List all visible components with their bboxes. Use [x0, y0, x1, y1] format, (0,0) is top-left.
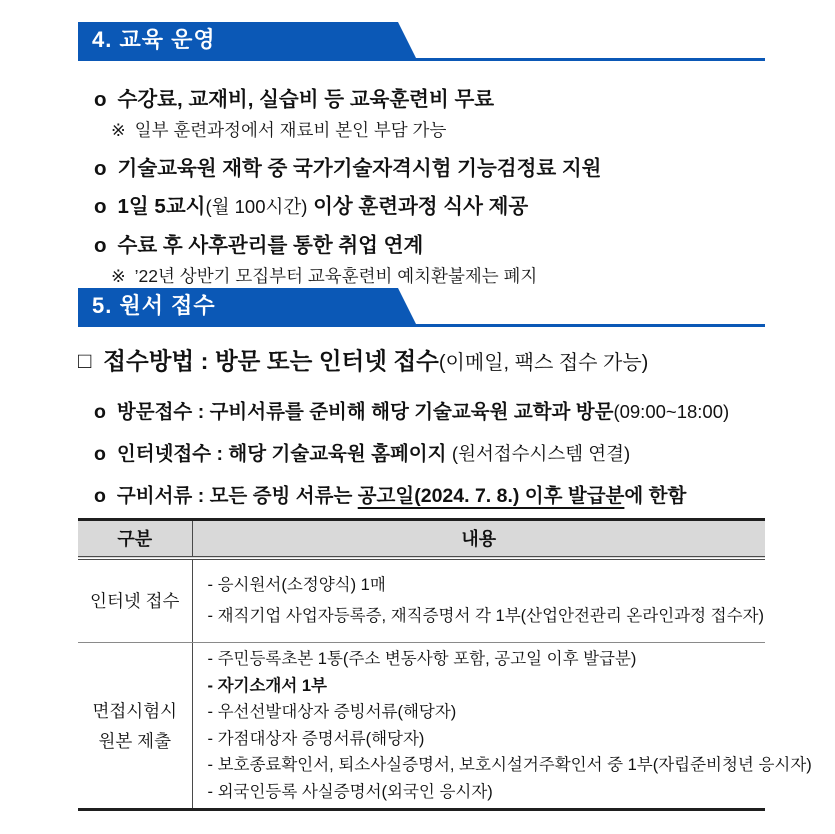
bullet-free-fee	[94, 82, 494, 112]
bullet-visit-apply	[94, 396, 729, 424]
bullet-meal-bold: 1일 5교시	[117, 195, 206, 218]
bullet-internet-apply	[94, 438, 630, 466]
header-category: 구분	[78, 520, 192, 558]
internet-doc-line: - 재직기업 사업자등록증, 재직증명서 각 1부(산업안전관리 온라인과정 접수자)	[207, 606, 764, 625]
interview-doc-line: - 주민등록초본 1통(주소 변동사항 포함, 공고일 이후 발급분)	[207, 650, 637, 668]
interview-doc-line: - 가점대상자 증명서류(해당자)	[207, 729, 425, 748]
table-row-interview	[78, 643, 765, 810]
method-heading-light: (이메일, 팩스 접수 가능)	[438, 352, 649, 374]
interview-doc-line: - 보호종료확인서, 퇴소사실증명서, 보호시설거주확인서 중 1부(자립준비청년 응시자)	[207, 756, 812, 774]
bullet-exam-fee-text: 기술교육원 재학 중 국가기술자격시험 기능검정료 지원	[117, 157, 602, 180]
bullet-meal	[94, 189, 528, 219]
row-interview-content	[192, 643, 812, 810]
header-content: 내용	[192, 520, 765, 558]
required-docs-underlined: 공고일(2024. 7. 8.) 이후 발급분	[357, 485, 625, 507]
circle-bullet-icon: o	[94, 234, 107, 257]
interview-label-line1: 면접시험시	[92, 700, 178, 721]
section4-banner	[78, 22, 765, 62]
circle-bullet-icon: o	[94, 157, 107, 180]
method-heading-bold: 접수방법 : 방문 또는 인터넷 접수	[103, 348, 439, 374]
circle-bullet-icon: o	[94, 88, 107, 111]
note-refund	[111, 263, 537, 288]
section4-title: 4. 교육 운영	[92, 27, 216, 52]
interview-doc-line: - 우선선발대상자 증빙서류(해당자)	[207, 703, 457, 721]
table-header-row	[78, 520, 765, 558]
interview-doc-line: - 외국인등록 사실증명서(외국인 응시자)	[207, 782, 493, 801]
note-material-fee-text: 일부 훈련과정에서 재료비 본인 부담 가능	[134, 120, 447, 140]
required-documents-table	[78, 518, 812, 811]
row-internet-label: 인터넷 접수	[78, 558, 192, 643]
circle-bullet-icon: o	[94, 401, 106, 423]
bullet-required-docs	[94, 480, 686, 508]
section5-banner	[78, 288, 765, 328]
document-content	[78, 0, 812, 834]
circle-bullet-icon: o	[94, 443, 106, 465]
visit-apply-hours: (09:00~18:00)	[613, 401, 730, 422]
section4-banner-rule	[78, 58, 765, 61]
required-docs-prefix: 구비서류 : 모든 증빙 서류는	[116, 485, 358, 507]
bullet-meal-hours: (월 100시간)	[205, 196, 308, 217]
square-bullet-icon: □	[78, 348, 92, 373]
row-interview-label	[78, 643, 192, 810]
internet-apply-note: (원서접수시스템 연결)	[451, 443, 631, 464]
bullet-employment	[94, 228, 423, 258]
circle-bullet-icon: o	[94, 195, 107, 218]
table-row-internet	[78, 558, 765, 643]
internet-apply-bold: 인터넷접수 : 해당 기술교육원 홈페이지	[116, 443, 452, 465]
reference-mark-icon: ※	[111, 120, 126, 140]
bullet-employment-text: 수료 후 사후관리를 통한 취업 연계	[117, 234, 424, 257]
note-refund-text: ’22년 상반기 모집부터 교육훈련비 예치환불제는 폐지	[134, 266, 538, 286]
bullet-free-fee-text: 수강료, 교재비, 실습비 등 교육훈련비 무료	[117, 88, 495, 111]
interview-doc-line-resume: - 자기소개서 1부	[207, 676, 327, 695]
section5-banner-rule	[78, 324, 765, 327]
bullet-exam-fee	[94, 151, 601, 181]
visit-apply-bold: 방문접수 : 구비서류를 준비해 해당 기술교육원 교학과 방문	[116, 401, 614, 423]
row-internet-content	[192, 558, 765, 643]
circle-bullet-icon: o	[94, 485, 106, 507]
interview-label-line2: 원본 제출	[98, 730, 171, 751]
required-docs-suffix: 에 한함	[624, 485, 687, 507]
reference-mark-icon: ※	[111, 266, 126, 286]
application-method-heading	[78, 342, 648, 376]
note-material-fee	[111, 117, 446, 142]
internet-doc-line: - 응시원서(소정양식) 1매	[207, 575, 386, 594]
section5-title: 5. 원서 접수	[92, 293, 216, 318]
bullet-meal-rest: 이상 훈련과정 식사 제공	[307, 195, 529, 218]
